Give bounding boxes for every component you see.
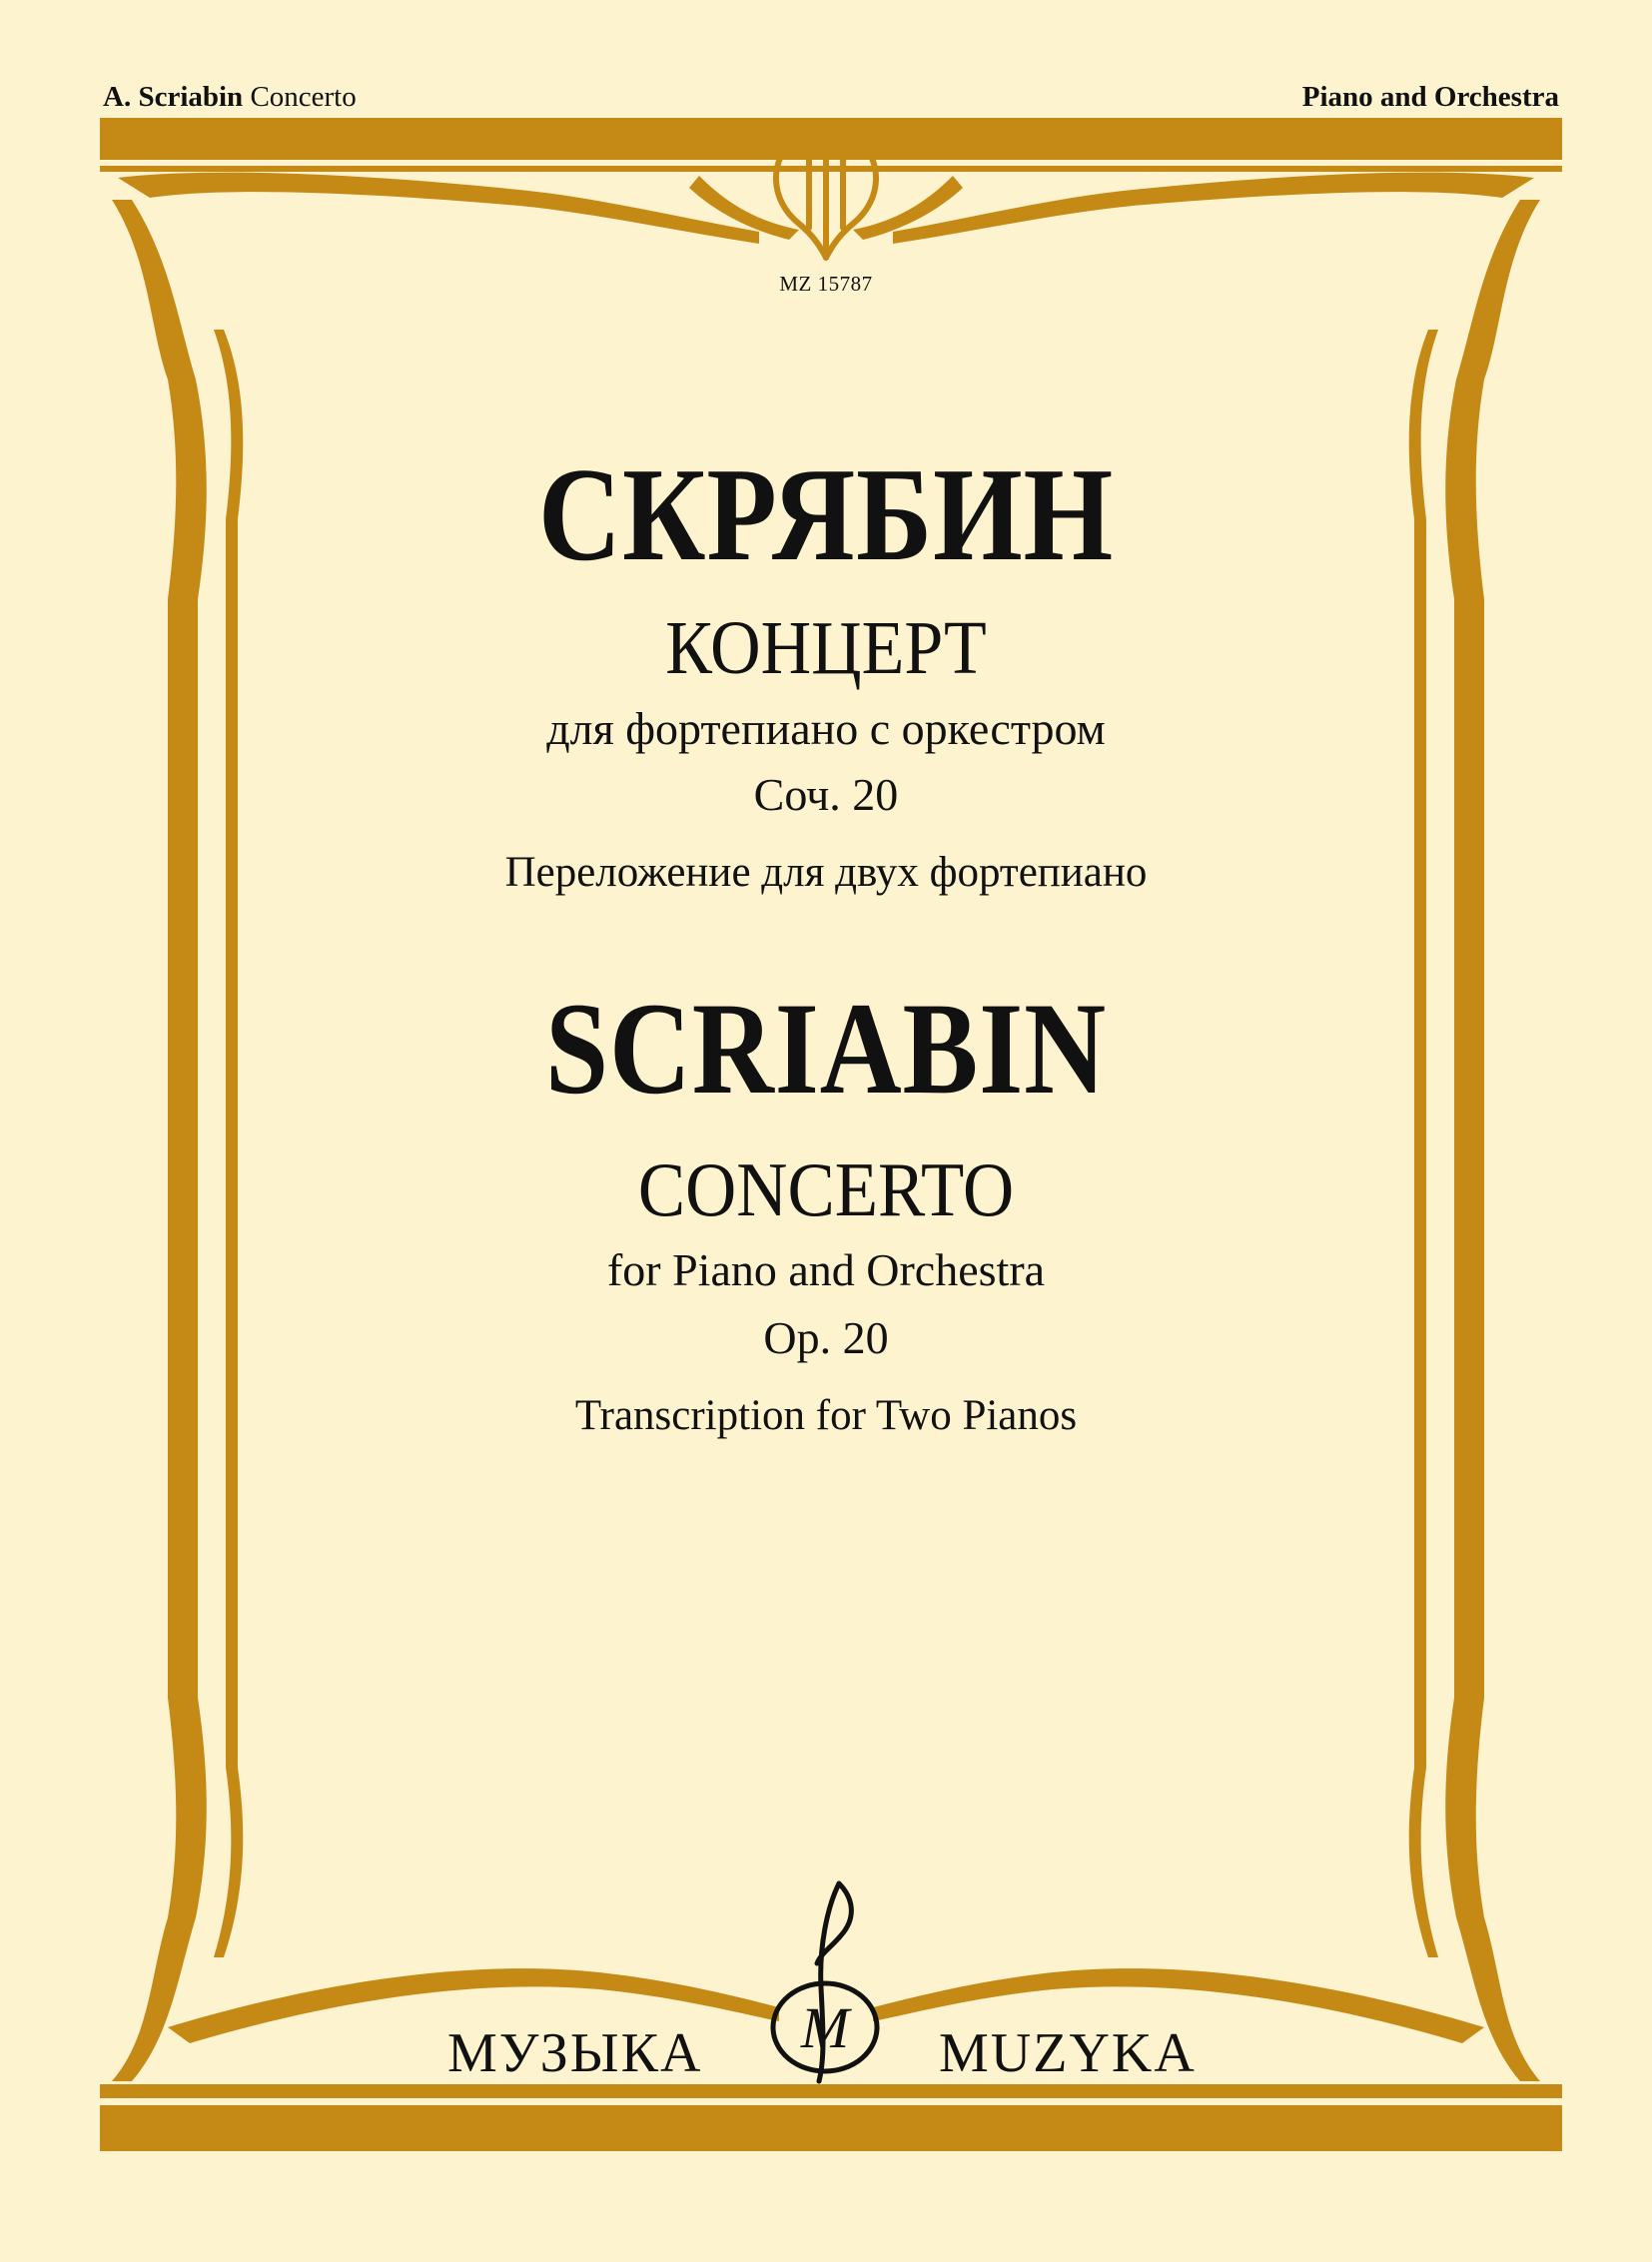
- svg-text:M: M: [800, 1995, 850, 2060]
- top-bar-thin: [100, 166, 1562, 172]
- header-composer-work: [103, 80, 357, 114]
- russian-opus: Соч. 20: [753, 769, 899, 820]
- publisher-name-latin: MUZYKA: [939, 2022, 1197, 2084]
- english-arrangement: Transcription for Two Pianos: [574, 1392, 1078, 1439]
- russian-scoring: для фортепиано с оркестром: [546, 703, 1106, 754]
- catalog-number: MZ 15787: [779, 272, 873, 296]
- publisher-name-cyrillic: МУЗЫКА: [447, 2022, 703, 2084]
- russian-composer-title: СКРЯБИН: [537, 440, 1115, 588]
- russian-arrangement: Переложение для двух фортепиано: [504, 849, 1148, 896]
- publisher-logo-icon: [761, 1878, 889, 2087]
- bottom-bar-outer: [100, 2105, 1562, 2151]
- russian-work-title: КОНЦЕРТ: [665, 606, 987, 690]
- header-scoring: Piano and Orchestra: [1301, 81, 1559, 113]
- english-scoring: for Piano and Orchestra: [606, 1244, 1046, 1295]
- top-scroll-ornament: [118, 173, 759, 244]
- english-composer-title: SCRIABIN: [544, 975, 1108, 1122]
- header-composer: A. Scriabin: [103, 81, 244, 113]
- top-bar-outer: [100, 118, 1562, 160]
- english-opus: Op. 20: [763, 1312, 889, 1363]
- header-work: Concerto: [250, 81, 357, 113]
- english-work-title: CONCERTO: [637, 1146, 1015, 1232]
